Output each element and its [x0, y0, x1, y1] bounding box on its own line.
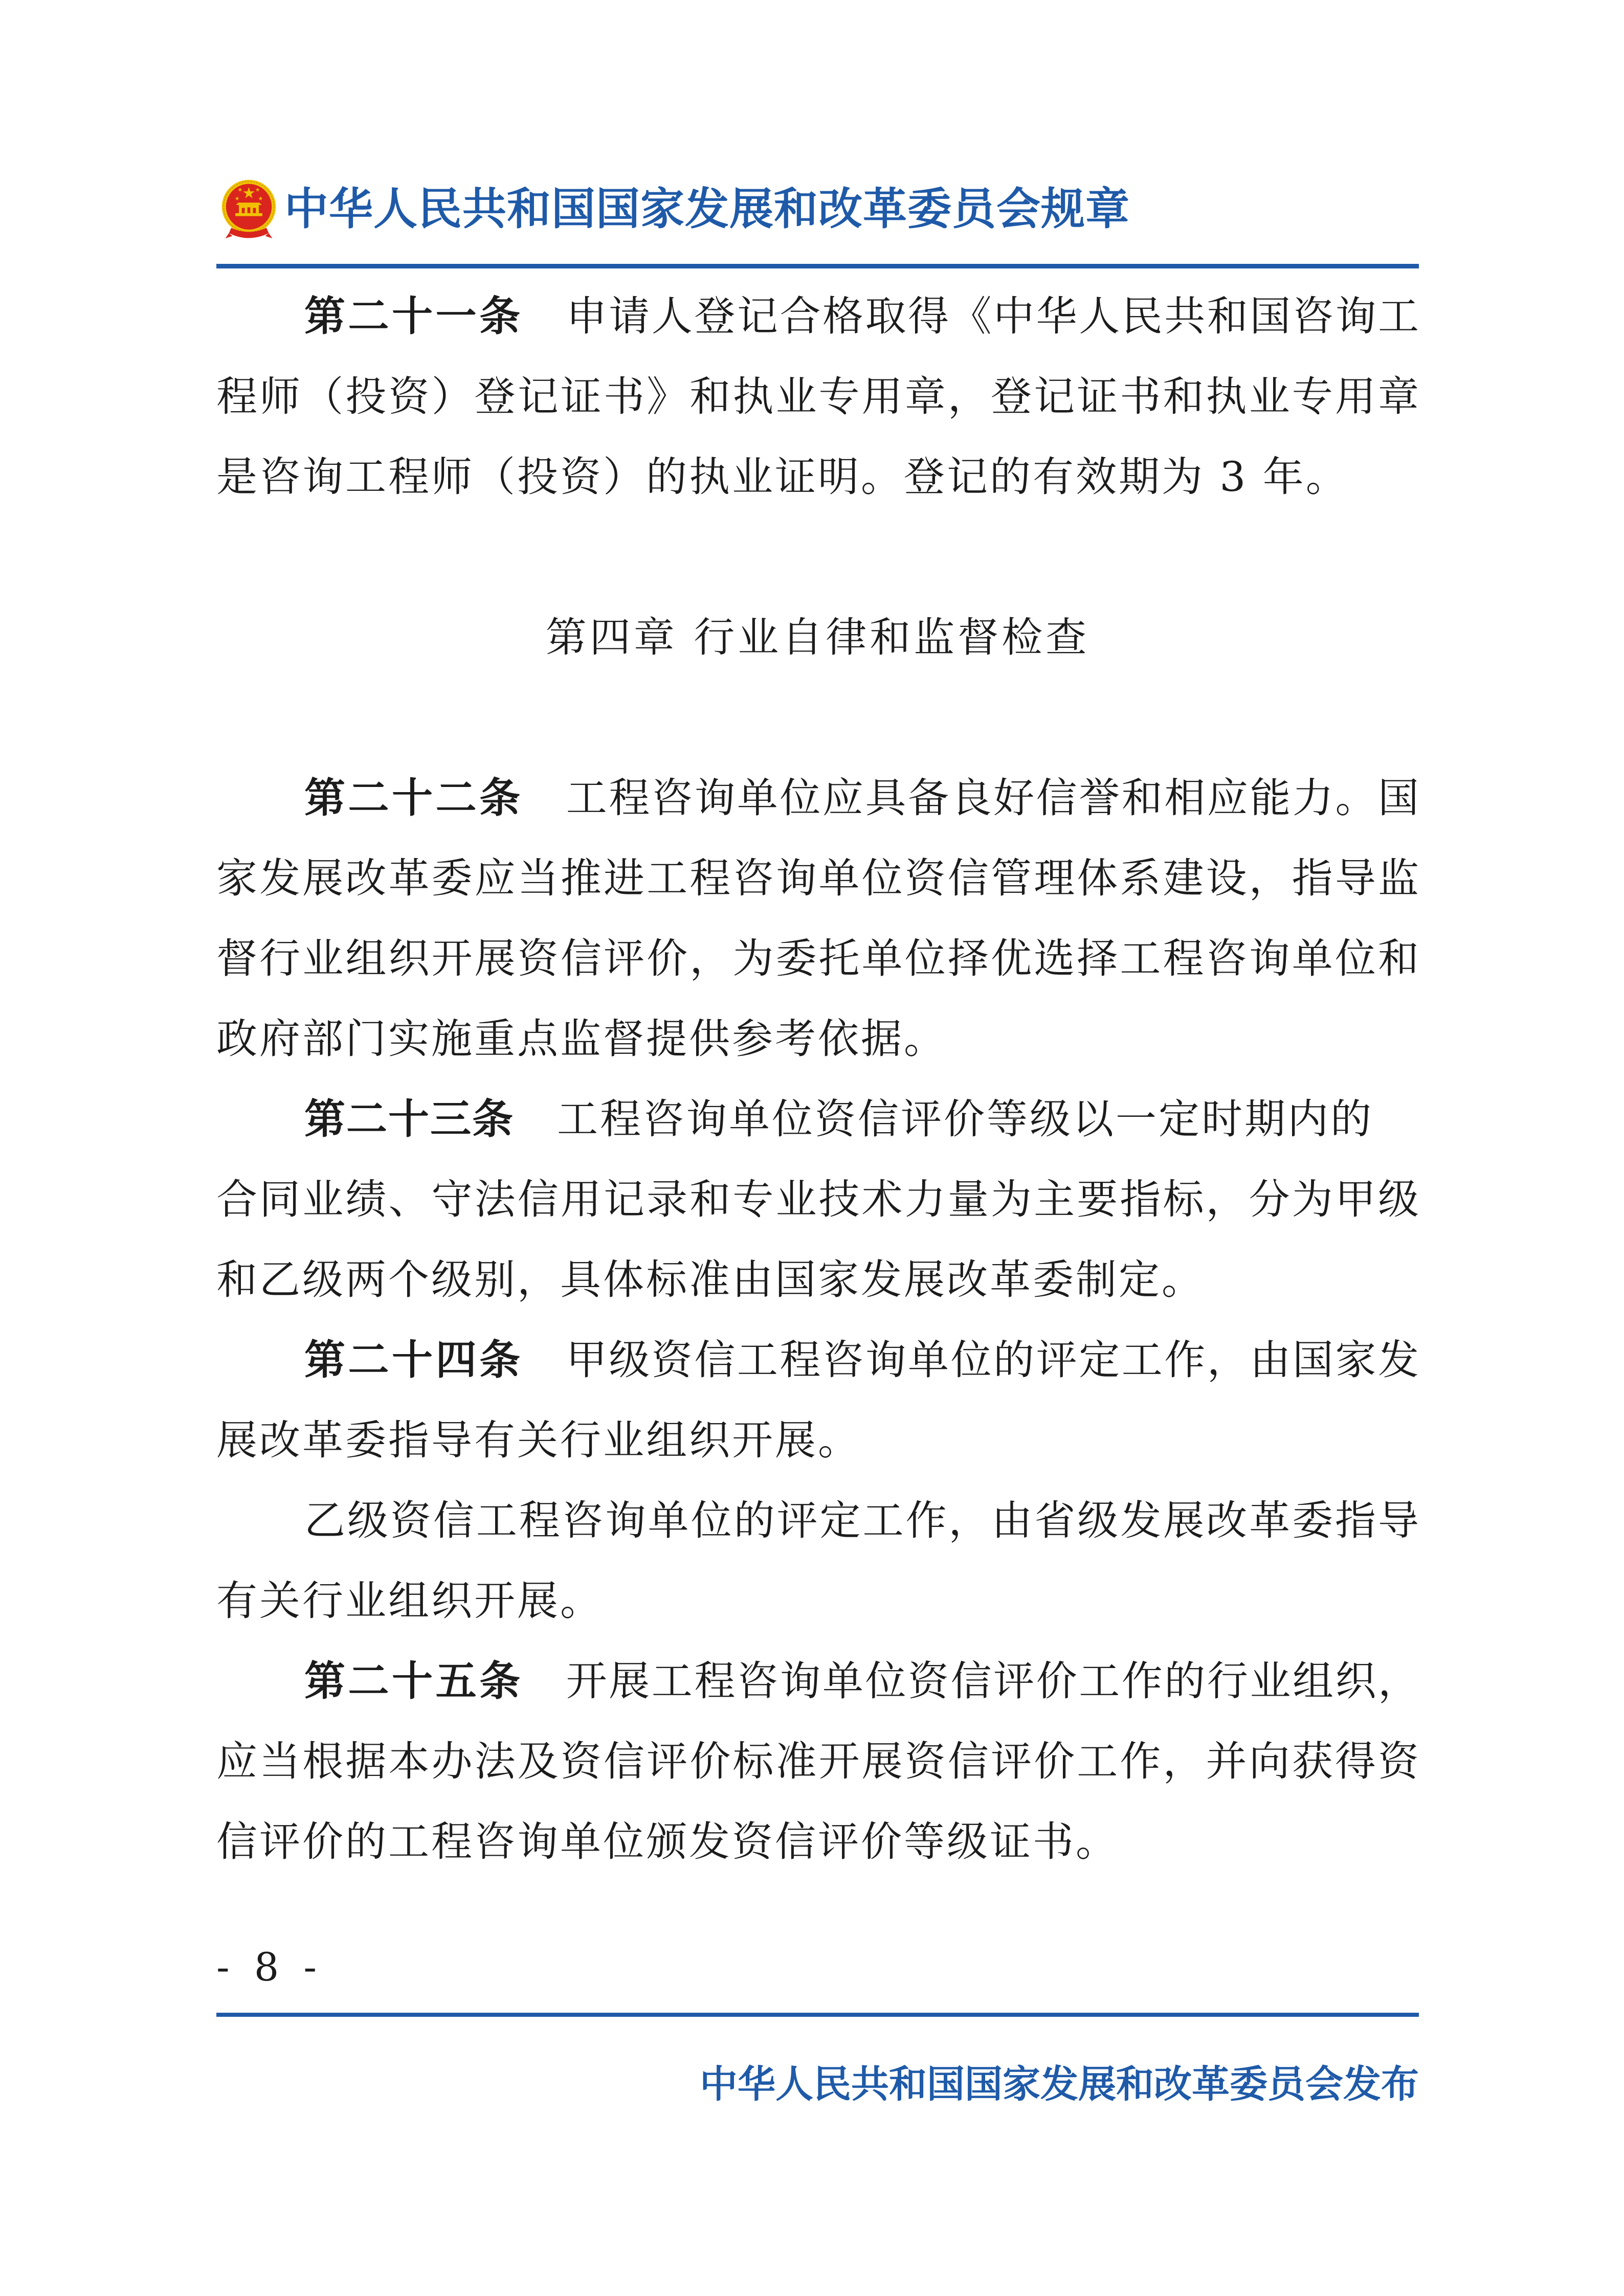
article-23 — [216, 1079, 1419, 1320]
text-line — [216, 1320, 1419, 1400]
article-label: 第二十三条 — [304, 1095, 514, 1143]
article-label: 第二十二条 — [304, 774, 523, 822]
spacer — [216, 678, 1419, 758]
national-emblem-icon — [219, 177, 278, 242]
text-line: 有关行业组织开展。 — [216, 1577, 603, 1625]
text-line: 信评价的工程咨询单位颁发资信评价等级证书。 — [216, 1818, 1119, 1865]
text-line — [216, 758, 1419, 838]
text-line: 是咨询工程师（投资）的执业证明。登记的有效期为 3 年。 — [216, 453, 1349, 501]
footer-divider — [216, 2013, 1419, 2017]
text-line: 和乙级两个级别，具体标准由国家发展改革委制定。 — [216, 1256, 1205, 1303]
article-label: 第二十一条 — [304, 292, 523, 340]
chapter-heading: 第四章 行业自律和监督检查 — [545, 614, 1090, 661]
article-25 — [216, 1641, 1419, 1882]
text-line — [216, 276, 1419, 356]
text-line: 程师（投资）登记证书》和执业专用章，登记证书和执业专用章 — [216, 373, 1419, 420]
text-line: 家发展改革委应当推进工程咨询单位资信管理体系建设，指导监 — [216, 854, 1419, 902]
text-line: 合同业绩、守法信用记录和专业技术力量为主要指标，分为甲级 — [216, 1176, 1419, 1223]
document-body — [216, 276, 1419, 1882]
article-text: 工程咨询单位应具备良好信誉和相应能力。国 — [566, 774, 1419, 822]
text-line: 应当根据本办法及资信评价标准开展资信评价工作，并向获得资 — [216, 1738, 1419, 1785]
text-line: 乙级资信工程咨询单位的评定工作，由省级发展改革委指导 — [304, 1497, 1419, 1544]
text-line — [216, 1641, 1419, 1721]
article-24 — [216, 1320, 1419, 1641]
page-number: - 8 - — [216, 1944, 323, 1990]
article-text: 申请人登记合格取得《中华人民共和国咨询工 — [566, 292, 1419, 340]
spacer — [216, 517, 1419, 597]
text-line: 政府部门实施重点监督提供参考依据。 — [216, 1015, 947, 1063]
article-21 — [216, 276, 1419, 517]
header-title: 中华人民共和国国家发展和改革委员会规章 — [284, 184, 1130, 235]
article-label: 第二十五条 — [304, 1657, 523, 1705]
text-line — [216, 1079, 1419, 1159]
article-text: 工程咨询单位资信评价等级以一定时期内的 — [557, 1095, 1373, 1143]
article-label: 第二十四条 — [304, 1336, 523, 1384]
article-text: 开展工程咨询单位资信评价工作的行业组织， — [566, 1657, 1419, 1705]
text-line: 展改革委指导有关行业组织开展。 — [216, 1416, 861, 1464]
text-line: 督行业组织开展资信评价，为委托单位择优选择工程咨询单位和 — [216, 935, 1419, 982]
header-divider — [216, 264, 1419, 268]
article-text: 甲级资信工程咨询单位的评定工作，由国家发 — [566, 1336, 1419, 1384]
article-22 — [216, 758, 1419, 1079]
footer-publisher: 中华人民共和国国家发展和改革委员会发布 — [700, 2062, 1419, 2106]
